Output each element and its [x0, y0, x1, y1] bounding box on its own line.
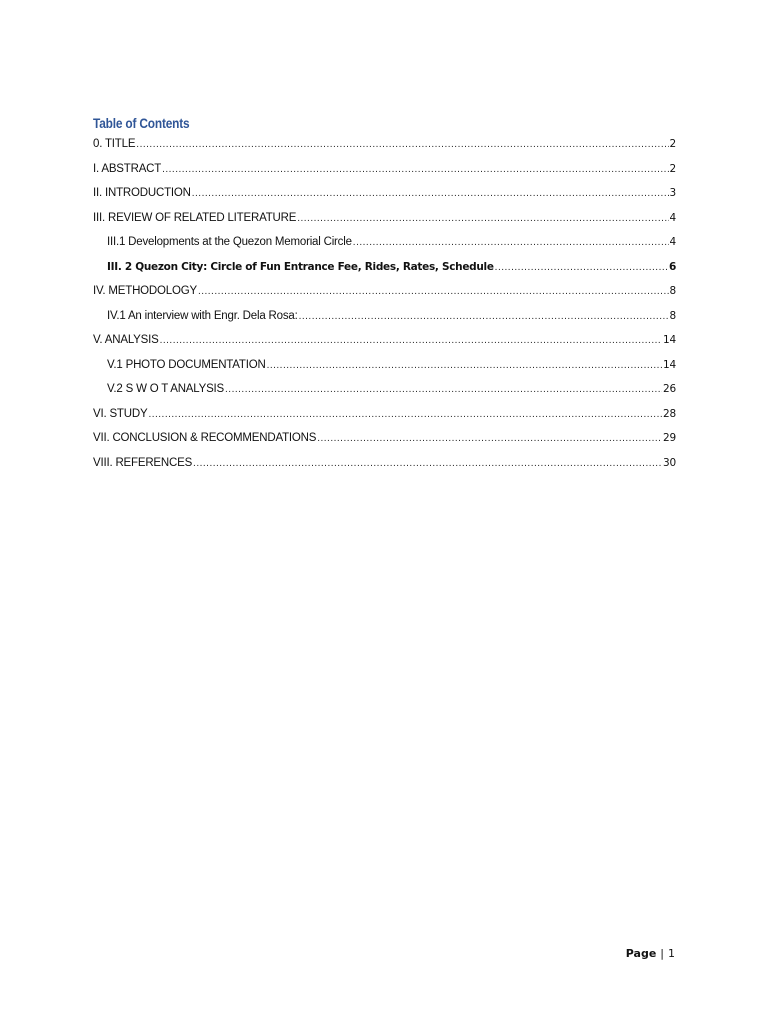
toc-entry-swot-analysis[interactable]	[93, 379, 676, 404]
toc-entry-label: 0. TITLE	[93, 138, 136, 150]
toc-dot-leader	[317, 429, 662, 449]
toc-dot-leader	[297, 209, 668, 229]
toc-entry-label: III. 2 Quezon City: Circle of Fun Entrance Fee, Rides, Rates, Schedule	[107, 260, 494, 273]
toc-dot-leader	[193, 454, 662, 474]
toc-entry-label: III.1 Developments at the Quezon Memorial Circle	[107, 236, 352, 248]
toc-entry-label: II. INTRODUCTION	[93, 187, 191, 199]
toc-entry-circle-of-fun[interactable]	[93, 257, 676, 282]
toc-entry-interview[interactable]	[93, 306, 676, 331]
page-separator: |	[660, 947, 664, 960]
page-footer	[626, 947, 675, 960]
toc-entry-label: III. REVIEW OF RELATED LITERATURE	[93, 211, 297, 224]
toc-entry-page: 14	[663, 358, 676, 371]
toc-dot-leader	[267, 356, 662, 376]
toc-entry-abstract[interactable]	[93, 159, 676, 184]
toc-dot-leader	[225, 380, 662, 400]
toc-entry-label: I. ABSTRACT	[93, 162, 162, 175]
toc-dot-leader	[353, 233, 669, 253]
page-number: 1	[668, 947, 675, 960]
toc-entry-label: VIII. REFERENCES	[93, 456, 193, 469]
toc-entry-page: 8	[669, 285, 676, 297]
toc-entry-page: 2	[669, 162, 676, 175]
toc-entry-page: 28	[663, 407, 676, 420]
toc-entry-page: 14	[663, 334, 676, 346]
toc-dot-leader	[299, 307, 669, 327]
toc-heading: Table of Contents	[93, 116, 190, 131]
toc-entry-label: IV. METHODOLOGY	[93, 285, 197, 297]
toc-dot-leader	[192, 184, 669, 204]
toc-entry-label: V. ANALYSIS	[93, 334, 159, 346]
toc-dot-leader	[148, 405, 662, 425]
toc-entry-references[interactable]	[93, 453, 676, 478]
toc-dot-leader	[160, 331, 662, 351]
toc-dot-leader	[495, 258, 668, 278]
toc-entry-page: 3	[669, 187, 676, 199]
toc-entry-methodology[interactable]	[93, 281, 676, 306]
toc-entry-label: V.1 PHOTO DOCUMENTATION	[107, 358, 266, 371]
toc-entry-photo-documentation[interactable]	[93, 355, 676, 380]
toc-entry-page: 30	[663, 456, 676, 469]
toc-entry-study[interactable]	[93, 404, 676, 429]
toc-entry-introduction[interactable]	[93, 183, 676, 208]
toc-dot-leader	[198, 282, 669, 302]
toc-dot-leader	[162, 160, 668, 180]
toc-entry-label: IV.1 An interview with Engr. Dela Rosa:	[107, 309, 298, 322]
toc-entry-page: 2	[669, 138, 676, 150]
toc-entry-review-of-related-literature[interactable]	[93, 208, 676, 233]
toc-entry-page: 26	[663, 383, 676, 395]
page-label: Page	[625, 947, 657, 960]
toc-dot-leader	[136, 135, 668, 155]
toc-entry-developments[interactable]	[93, 232, 676, 257]
toc-entry-page: 4	[669, 236, 676, 248]
toc-entry-conclusion[interactable]	[93, 428, 676, 453]
toc-entry-page: 29	[663, 432, 676, 444]
toc-entry-label: VI. STUDY	[93, 407, 148, 420]
toc-entry-page: 4	[669, 211, 676, 224]
toc-entry-page: 8	[669, 309, 676, 322]
toc-list	[93, 134, 676, 477]
toc-entry-title[interactable]	[93, 134, 676, 159]
toc-entry-page: 6	[668, 260, 676, 273]
toc-entry-analysis[interactable]	[93, 330, 676, 355]
toc-entry-label: VII. CONCLUSION & RECOMMENDATIONS	[93, 432, 317, 444]
toc-entry-label: V.2 S W O T ANALYSIS	[107, 383, 225, 395]
